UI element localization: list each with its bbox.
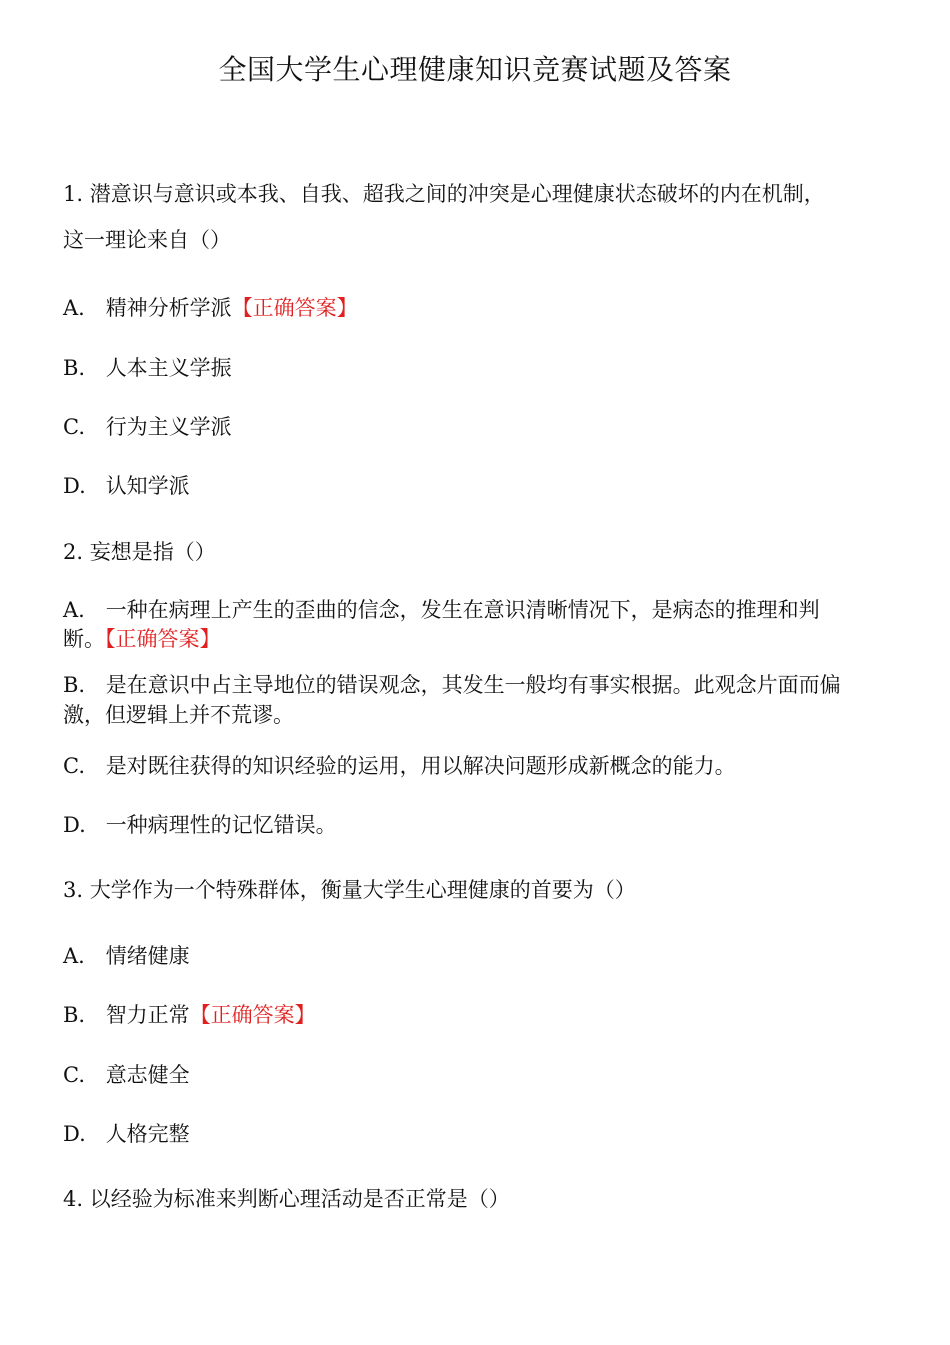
option-label: B. bbox=[63, 1003, 86, 1027]
question-1-option-d bbox=[63, 470, 190, 500]
question-1-option-a bbox=[63, 292, 358, 322]
question-3-option-a bbox=[63, 940, 190, 970]
question-number: 3. bbox=[63, 878, 84, 902]
option-text: 精神分析学派 bbox=[105, 296, 232, 320]
option-text: 断。 bbox=[63, 627, 105, 651]
question-2-option-b-line1 bbox=[63, 669, 841, 699]
option-text: 一种病理性的记忆错误。 bbox=[105, 813, 337, 837]
option-text: 一种在病理上产生的歪曲的信念，发生在意识清晰情况下，是病态的推理和判 bbox=[105, 598, 820, 622]
question-1-option-c bbox=[63, 411, 232, 441]
question-2-option-a-line2 bbox=[63, 623, 221, 653]
question-text: 大学作为一个特殊群体，衡量大学生心理健康的首要为（） bbox=[89, 878, 636, 902]
option-label: A. bbox=[63, 944, 85, 968]
question-3-stem bbox=[63, 874, 636, 904]
question-number: 2. bbox=[63, 540, 84, 564]
option-label: D. bbox=[63, 813, 86, 837]
question-1-stem-line2: 这一理论来自（） bbox=[63, 228, 231, 252]
option-label: D. bbox=[63, 474, 86, 498]
question-4-stem bbox=[63, 1183, 510, 1213]
question-1-option-b bbox=[63, 352, 232, 382]
option-text: 情绪健康 bbox=[105, 944, 190, 968]
option-label: C. bbox=[63, 415, 85, 439]
question-text: 以经验为标准来判断心理活动是否正常是（） bbox=[89, 1187, 510, 1211]
page-title: 全国大学生心理健康知识竞赛试题及答案 bbox=[218, 53, 732, 86]
option-label: B. bbox=[63, 356, 86, 380]
correct-answer-mark: 【正确答案】 bbox=[105, 627, 221, 651]
option-text: 人本主义学振 bbox=[105, 356, 232, 380]
option-text: 人格完整 bbox=[105, 1122, 190, 1146]
option-text: 行为主义学派 bbox=[105, 415, 232, 439]
question-2-option-a-line1 bbox=[63, 594, 820, 624]
option-text: 意志健全 bbox=[105, 1063, 190, 1087]
option-label: A. bbox=[63, 296, 85, 320]
question-text: 潜意识与意识或本我、自我、超我之间的冲突是心理健康状态破坏的内在机制， bbox=[89, 182, 825, 206]
option-label: D. bbox=[63, 1122, 86, 1146]
question-2-option-b-line2: 激，但逻辑上并不荒谬。 bbox=[63, 703, 294, 727]
option-text: 是在意识中占主导地位的错误观念，其发生一般均有事实根据。此观念片面而偏 bbox=[105, 673, 841, 697]
option-label: A. bbox=[63, 598, 85, 622]
correct-answer-mark: 【正确答案】 bbox=[189, 1003, 316, 1027]
question-2-stem bbox=[63, 536, 216, 566]
option-label: C. bbox=[63, 1063, 85, 1087]
option-label: C. bbox=[63, 754, 85, 778]
option-text: 是对既往获得的知识经验的运用，用以解决问题形成新概念的能力。 bbox=[105, 754, 736, 778]
question-3-option-c bbox=[63, 1059, 190, 1089]
question-2-option-c bbox=[63, 750, 736, 780]
question-3-option-b bbox=[63, 999, 316, 1029]
option-label: B. bbox=[63, 673, 86, 697]
question-number: 4. bbox=[63, 1187, 84, 1211]
option-text: 认知学派 bbox=[105, 474, 190, 498]
option-text: 智力正常 bbox=[105, 1003, 190, 1027]
correct-answer-mark: 【正确答案】 bbox=[231, 296, 358, 320]
question-number: 1. bbox=[63, 182, 84, 206]
question-1-stem-line1 bbox=[63, 178, 825, 208]
question-2-option-d bbox=[63, 809, 337, 839]
question-3-option-d bbox=[63, 1118, 190, 1148]
question-text: 妄想是指（） bbox=[89, 540, 216, 564]
